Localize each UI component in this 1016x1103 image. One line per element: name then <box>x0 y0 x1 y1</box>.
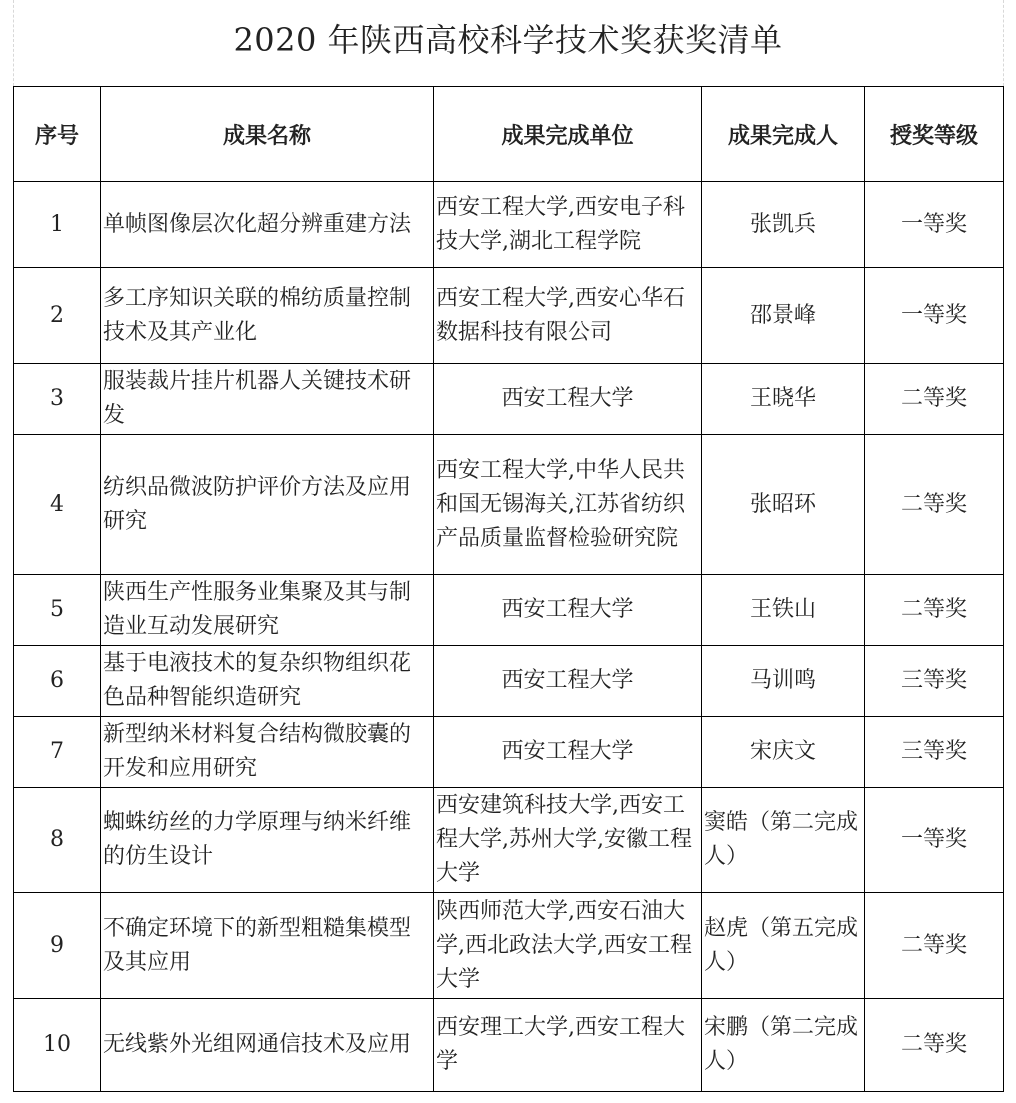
row-index: 5 <box>14 575 101 646</box>
row-achievement-name: 单帧图像层次化超分辨重建方法 <box>101 182 434 268</box>
row-completion-unit: 西安理工大学,西安工程大学 <box>434 999 702 1092</box>
table-row <box>14 182 1004 268</box>
row-completion-person: 宋庆文 <box>702 717 865 788</box>
row-completion-unit: 西安建筑科技大学,西安工程大学,苏州大学,安徽工程大学 <box>434 788 702 893</box>
row-completion-person: 王晓华 <box>702 364 865 435</box>
row-completion-person: 张昭环 <box>702 435 865 575</box>
page-title: 2020 年陕西高校科学技术奖获奖清单 <box>233 21 783 59</box>
row-achievement-name: 无线紫外光组网通信技术及应用 <box>101 999 434 1092</box>
row-achievement-name: 蜘蛛纺丝的力学原理与纳米纤维的仿生设计 <box>101 788 434 893</box>
table-header-row <box>14 87 1004 182</box>
row-award-level: 一等奖 <box>865 268 1004 364</box>
row-award-level: 三等奖 <box>865 717 1004 788</box>
row-award-level: 一等奖 <box>865 182 1004 268</box>
table-row <box>14 788 1004 893</box>
row-achievement-name: 不确定环境下的新型粗糙集模型及其应用 <box>101 893 434 999</box>
row-completion-person: 张凯兵 <box>702 182 865 268</box>
header-name: 成果名称 <box>101 87 434 182</box>
table-row <box>14 893 1004 999</box>
row-award-level: 一等奖 <box>865 788 1004 893</box>
row-award-level: 二等奖 <box>865 435 1004 575</box>
row-completion-unit: 西安工程大学,西安电子科技大学,湖北工程学院 <box>434 182 702 268</box>
row-completion-person: 王铁山 <box>702 575 865 646</box>
row-award-level: 二等奖 <box>865 364 1004 435</box>
row-achievement-name: 陕西生产性服务业集聚及其与制造业互动发展研究 <box>101 575 434 646</box>
row-index: 4 <box>14 435 101 575</box>
header-unit: 成果完成单位 <box>434 87 702 182</box>
row-award-level: 二等奖 <box>865 999 1004 1092</box>
row-award-level: 二等奖 <box>865 575 1004 646</box>
row-index: 1 <box>14 182 101 268</box>
row-completion-unit: 西安工程大学 <box>434 575 702 646</box>
row-completion-person: 宋鹏（第二完成人） <box>702 999 865 1092</box>
row-achievement-name: 多工序知识关联的棉纺质量控制技术及其产业化 <box>101 268 434 364</box>
row-index: 9 <box>14 893 101 999</box>
row-completion-person: 邵景峰 <box>702 268 865 364</box>
table-row <box>14 575 1004 646</box>
row-completion-person: 马训鸣 <box>702 646 865 717</box>
row-index: 10 <box>14 999 101 1092</box>
row-index: 7 <box>14 717 101 788</box>
row-completion-person: 窦皓（第二完成人） <box>702 788 865 893</box>
header-level: 授奖等级 <box>865 87 1004 182</box>
row-index: 2 <box>14 268 101 364</box>
table-row <box>14 268 1004 364</box>
row-completion-unit: 西安工程大学,西安心华石数据科技有限公司 <box>434 268 702 364</box>
row-index: 6 <box>14 646 101 717</box>
table-row <box>14 646 1004 717</box>
row-completion-person: 赵虎（第五完成人） <box>702 893 865 999</box>
table-row <box>14 364 1004 435</box>
row-achievement-name: 纺织品微波防护评价方法及应用研究 <box>101 435 434 575</box>
row-achievement-name: 服装裁片挂片机器人关键技术研发 <box>101 364 434 435</box>
row-award-level: 二等奖 <box>865 893 1004 999</box>
table-row <box>14 717 1004 788</box>
row-index: 8 <box>14 788 101 893</box>
row-achievement-name: 基于电液技术的复杂织物组织花色品种智能织造研究 <box>101 646 434 717</box>
table-row <box>14 999 1004 1092</box>
row-index: 3 <box>14 364 101 435</box>
row-completion-unit: 西安工程大学 <box>434 364 702 435</box>
awards-table <box>13 86 1004 1092</box>
row-award-level: 三等奖 <box>865 646 1004 717</box>
header-index: 序号 <box>14 87 101 182</box>
row-completion-unit: 西安工程大学,中华人民共和国无锡海关,江苏省纺织产品质量监督检验研究院 <box>434 435 702 575</box>
row-completion-unit: 西安工程大学 <box>434 717 702 788</box>
header-person: 成果完成人 <box>702 87 865 182</box>
row-completion-unit: 陕西师范大学,西安石油大学,西北政法大学,西安工程大学 <box>434 893 702 999</box>
row-completion-unit: 西安工程大学 <box>434 646 702 717</box>
row-achievement-name: 新型纳米材料复合结构微胶囊的开发和应用研究 <box>101 717 434 788</box>
table-row <box>14 435 1004 575</box>
